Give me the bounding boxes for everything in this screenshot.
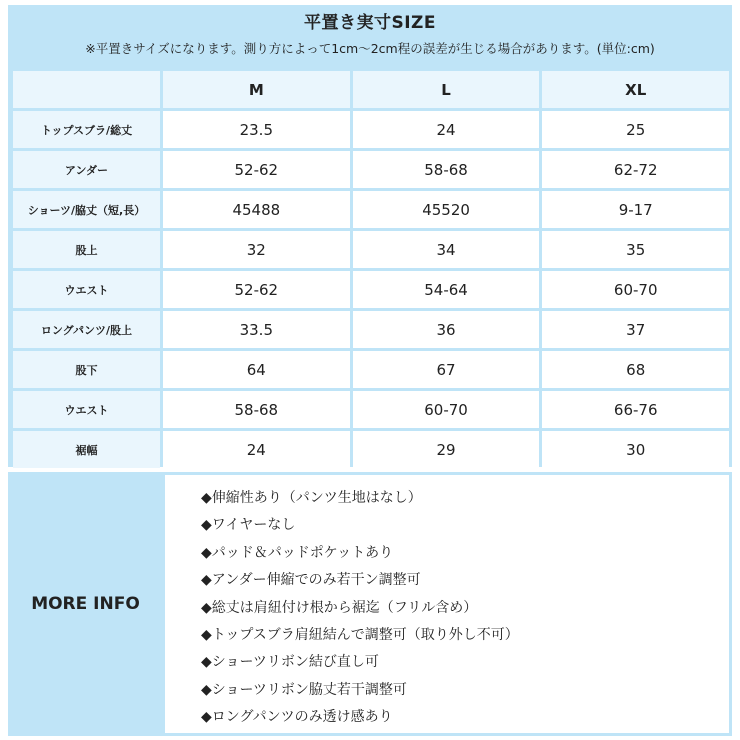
table-cell: 30 bbox=[542, 431, 729, 468]
table-cell: 58-68 bbox=[353, 151, 540, 188]
table-cell: 24 bbox=[163, 431, 350, 468]
table-cell: 23.5 bbox=[163, 111, 350, 148]
table-corner-cell bbox=[13, 71, 160, 108]
more-info-box bbox=[165, 475, 729, 733]
list-item: ◆パッド＆パッドポケットあり bbox=[201, 544, 394, 561]
table-cell: 62-72 bbox=[542, 151, 729, 188]
list-item: ◆アンダー伸縮でのみ若干ン調整可 bbox=[201, 572, 421, 589]
table-row bbox=[13, 151, 729, 188]
list-item: ◆ワイヤーなし bbox=[201, 517, 296, 534]
table-row bbox=[13, 391, 729, 428]
table-cell: 32 bbox=[163, 231, 350, 268]
row-label: ウエスト bbox=[13, 271, 160, 308]
table-cell: 66-76 bbox=[542, 391, 729, 428]
more-info-list bbox=[165, 475, 729, 732]
table-cell: 64 bbox=[163, 351, 350, 388]
table-row bbox=[13, 431, 729, 468]
table-row bbox=[13, 231, 729, 268]
row-label: 股下 bbox=[13, 351, 160, 388]
size-column-header-l: L bbox=[353, 71, 540, 108]
table-row bbox=[13, 191, 729, 228]
size-chart-section bbox=[8, 5, 732, 467]
size-chart-title: 平置き実寸SIZE bbox=[303, 13, 436, 33]
table-cell: 35 bbox=[542, 231, 729, 268]
measurement-note: ※平置きサイズになります。測り方によって1cm～2cm程の誤差が生じる場合があります。(単位:cm) bbox=[85, 41, 655, 56]
size-header-row bbox=[13, 71, 729, 108]
table-cell: 25 bbox=[542, 111, 729, 148]
table-cell: 9-17 bbox=[542, 191, 729, 228]
row-label: ショーツ/脇丈（短,長） bbox=[13, 191, 160, 228]
table-cell: 36 bbox=[353, 311, 540, 348]
list-item: ◆伸縮性あり（パンツ生地はなし） bbox=[201, 490, 422, 506]
table-cell: 68 bbox=[542, 351, 729, 388]
table-cell: 60-70 bbox=[353, 391, 540, 428]
row-label: ウエスト bbox=[13, 391, 160, 428]
table-row bbox=[13, 311, 729, 348]
table-cell: 52-62 bbox=[163, 151, 350, 188]
table-row bbox=[13, 111, 729, 148]
size-table bbox=[10, 68, 732, 471]
table-row bbox=[13, 351, 729, 388]
list-item: ◆総丈は肩紐付け根から裾迄（フリル含め） bbox=[201, 599, 478, 616]
more-info-section bbox=[8, 472, 732, 736]
list-item: ◆ロングパンツのみ透け感あり bbox=[201, 709, 393, 726]
table-cell: 54-64 bbox=[353, 271, 540, 308]
row-label: アンダー bbox=[13, 151, 160, 188]
table-cell: 34 bbox=[353, 231, 540, 268]
table-cell: 67 bbox=[353, 351, 540, 388]
list-item: ◆ショーツリボン脇丈若干調整可 bbox=[201, 681, 407, 698]
row-label: ロングパンツ/股上 bbox=[13, 311, 160, 348]
table-cell: 24 bbox=[353, 111, 540, 148]
list-item: ◆トップスブラ肩紐結んで調整可（取り外し不可） bbox=[201, 626, 519, 643]
size-column-header-xl: XL bbox=[542, 71, 729, 108]
table-cell: 60-70 bbox=[542, 271, 729, 308]
row-label: 股上 bbox=[13, 231, 160, 268]
table-cell: 45520 bbox=[353, 191, 540, 228]
table-cell: 37 bbox=[542, 311, 729, 348]
row-label: 裾幅 bbox=[13, 431, 160, 468]
table-row bbox=[13, 271, 729, 308]
row-label: トップスブラ/総丈 bbox=[13, 111, 160, 148]
size-column-header-m: M bbox=[163, 71, 350, 108]
table-cell: 45488 bbox=[163, 191, 350, 228]
table-cell: 58-68 bbox=[163, 391, 350, 428]
more-info-label: MORE INFO bbox=[31, 594, 140, 614]
table-cell: 52-62 bbox=[163, 271, 350, 308]
table-cell: 33.5 bbox=[163, 311, 350, 348]
list-item: ◆ショーツリボン結び直し可 bbox=[201, 654, 379, 671]
table-cell: 29 bbox=[353, 431, 540, 468]
